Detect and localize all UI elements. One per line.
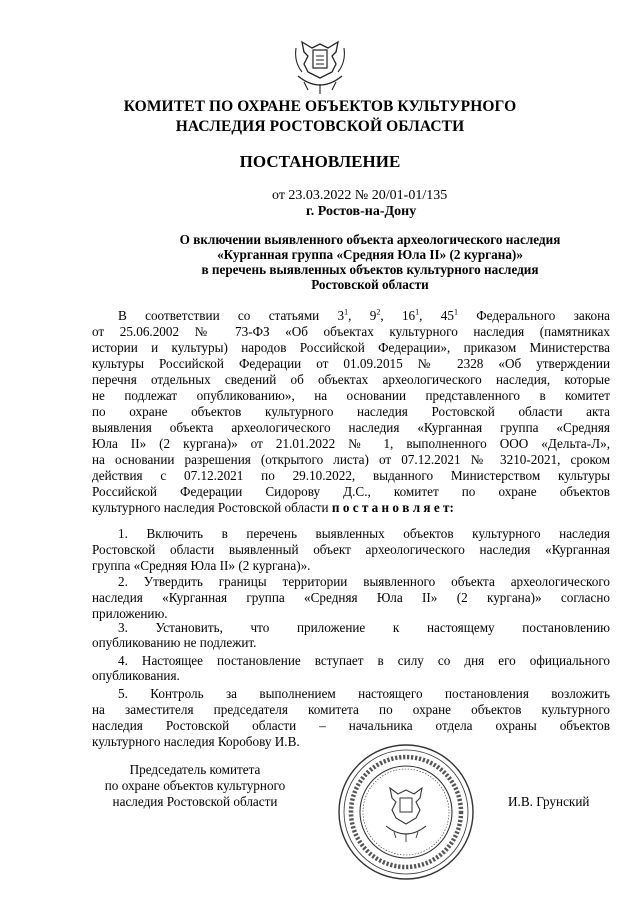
item-line: 3. Установить, что приложение к настоящему постановлению — [118, 620, 610, 635]
item-line: наследия Ростовской области – начальника отдела охраны объектов — [92, 718, 610, 733]
coat-of-arms-icon — [292, 38, 348, 96]
subject-line: Ростовской области — [311, 277, 429, 292]
preamble-line: Юла II» (2 кургана)» от 21.01.2022 № 1, выполненного ООО «Дельта-Л», — [92, 436, 610, 451]
document-type: ПОСТАНОВЛЕНИЕ — [239, 152, 401, 171]
item-line: культурного наследия Коробову И.В. — [92, 734, 300, 749]
document-city: г. Ростов-на-Дону — [306, 204, 417, 219]
preamble-line: культуры Российской Федерации от 01.09.2015 № 2328 «Об утверждении — [92, 356, 610, 371]
preamble-first-line: В соответствии со статьями $3^1$, $9^2$, $16^1$, $45^1$ Федерального закона — [118, 307, 611, 323]
document-date-number: от 23.03.2022 № 20/01-01/135 — [272, 188, 448, 203]
item-line: Ростовской области выявленный объект археологического наследия «Курганная — [92, 542, 610, 557]
organization-name-line2: НАСЛЕДИЯ РОСТОВСКОЙ ОБЛАСТИ — [175, 118, 465, 135]
item-line: 2. Утвердить границы территории выявленного объекта археологического — [118, 574, 610, 589]
item-line: на заместителя председателя комитета по охране объектов культурного — [92, 702, 610, 717]
preamble-line: выявления объекта археологического наследия «Курганная группа «Средняя — [92, 420, 610, 435]
subject-line: в перечень выявленных объектов культурного наследия — [201, 262, 539, 277]
subject-line: О включении выявленного объекта археологического наследия — [179, 232, 561, 247]
item-line: опубликованию не подлежит. — [92, 635, 257, 650]
signatory-name: И.В. Грунский — [508, 794, 590, 809]
item-line: 4. Настоящее постановление вступает в силу со дня его официального — [118, 653, 610, 668]
item-line: 5. Контроль за выполнением настоящего постановления возложить — [118, 686, 610, 701]
item-line: 1. Включить в перечень выявленных объектов культурного наследия — [118, 526, 610, 541]
resolves-word: п о с т а н о в л я е т: — [331, 500, 454, 515]
subject-line: «Курганная группа «Средняя Юла II» (2 кургана)» — [217, 247, 523, 262]
preamble-line: истории и культуры) народов Российской Федерации», приказом Министерства — [92, 340, 610, 355]
item-line: группа «Средняя Юла II» (2 кургана)». — [92, 558, 311, 573]
preamble-line: не подлежат опубликованию», на основании представленного в комитет — [92, 388, 610, 403]
preamble-line: Российской Федерации Сидорову Д.С., комитет по охране объектов — [92, 484, 610, 499]
signatory-position-line: наследия Ростовской области — [112, 794, 278, 809]
signatory-position-line: Председатель комитета — [129, 762, 261, 777]
preamble-line: по охране объектов культурного наследия Ростовской области акта — [92, 404, 610, 419]
preamble-line: на основании разрешения (открытого листа) от 07.12.2021 № 3210-2021, сроком — [92, 452, 610, 467]
official-seal-icon — [336, 742, 476, 882]
preamble-line: действия с 07.12.2021 по 29.10.2022, выданного Министерством культуры — [92, 468, 610, 483]
item-line: наследия «Курганная группа «Средняя Юла II» (2 кургана)» согласно — [92, 590, 610, 605]
preamble-line: от 25.06.2002 № 73-ФЗ «Об объектах культурного наследия (памятниках — [92, 324, 610, 339]
preamble-last-line: культурного наследия Ростовской области п о с т а н о в л я е т: — [92, 500, 454, 515]
item-line: опубликования. — [92, 668, 180, 683]
item-line: приложению. — [92, 606, 168, 621]
preamble-line: перечня отдельных сведений об объектах археологического наследия, которые — [92, 372, 610, 387]
organization-name-line1: КОМИТЕТ ПО ОХРАНЕ ОБЪЕКТОВ КУЛЬТУРНОГО — [123, 98, 517, 115]
signatory-position-line: по охране объектов культурного — [104, 778, 286, 793]
